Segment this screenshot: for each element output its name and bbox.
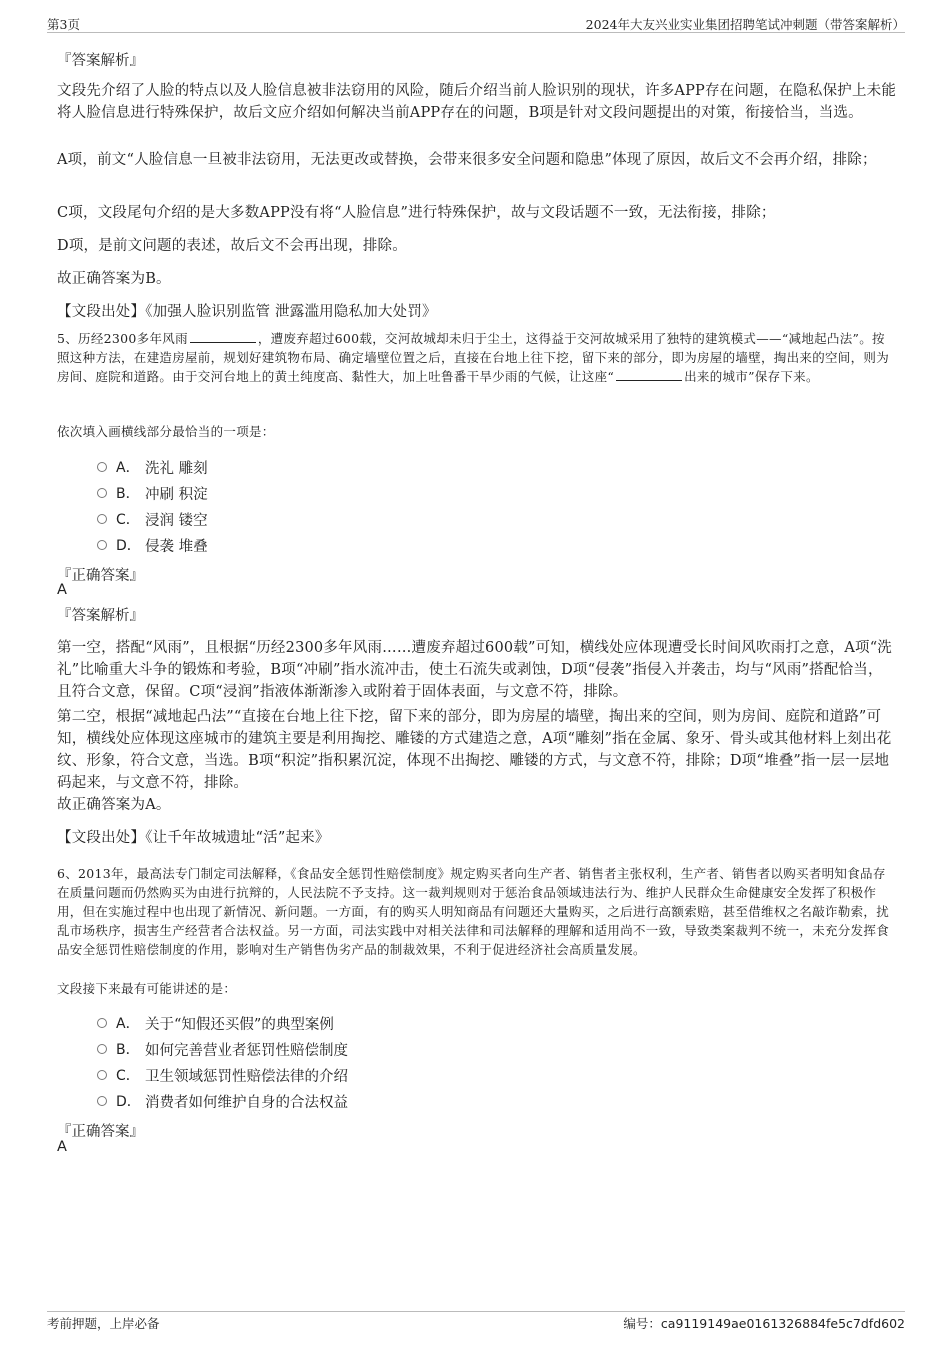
- q6-option-b[interactable]: [97, 1038, 348, 1060]
- option-text: 侵袭 堆叠: [145, 538, 208, 555]
- q6-option-a[interactable]: [97, 1012, 334, 1034]
- q5-stem-part-c: 出来的城市”保存下来。: [684, 369, 819, 384]
- document-title: 2024年大友兴业实业集团招聘笔试冲刺题（带答案解析）: [585, 17, 905, 32]
- radio-icon[interactable]: [97, 1096, 107, 1106]
- radio-icon[interactable]: [97, 540, 107, 550]
- page-footer: [47, 1311, 905, 1332]
- document-code-label: 编号：: [623, 1316, 661, 1331]
- radio-icon[interactable]: [97, 1018, 107, 1028]
- q5-option-a[interactable]: [97, 456, 208, 478]
- fill-blank-2: [616, 367, 682, 381]
- option-letter: B．: [116, 486, 140, 502]
- q5-analysis-label: 『答案解析』: [57, 608, 144, 624]
- radio-icon[interactable]: [97, 514, 107, 524]
- q6-option-d[interactable]: [97, 1090, 348, 1112]
- footer-slogan: 考前押题，上岸必备: [47, 1316, 160, 1331]
- q5-option-b[interactable]: [97, 482, 208, 504]
- q6-answer-label: 『正确答案』: [57, 1124, 144, 1140]
- q5-analysis-p2: 第二空，根据“减地起凸法”“直接在台地上往下挖，留下来的部分，即为房屋的墙壁，掏出来的空间，则为房间、庭院和道路”可知，横线处应体现这座城市的建筑主要是利用掏挖、雕镂的方式建造之意，A项“雕刻”指在金属、象牙、骨头或其他材料上刻出花纹、形象，符合文意，当选。B项“积淀”指积累沉淀，体现不出掏挖、雕镂的方式，与文意不符，排除；D项“堆叠”指一层一层地码起来，与文意不符，排除。: [57, 709, 892, 791]
- q4-analysis-p3: C项，文段尾句介绍的是大多数APP没有将“人脸信息”进行特殊保护，故与文段话题不一致，无法衔接，排除；: [57, 205, 776, 221]
- radio-icon[interactable]: [97, 462, 107, 472]
- option-letter: D．: [116, 1094, 141, 1110]
- option-text: 洗礼 雕刻: [145, 460, 208, 477]
- page-header: [47, 14, 905, 33]
- option-text: 关于“知假还买假”的典型案例: [145, 1016, 334, 1033]
- q4-analysis-p5: 故正确答案为B。: [57, 271, 171, 287]
- q5-stem-part-a: 5、历经2300多年风雨: [57, 331, 188, 346]
- q5-stem-part-b: ，遭废弃超过600载，交河故城却未归于尘土，这得益于交河故城采用了独特的建筑模式——“减地起凸法”。按照这种方法，在建造房屋前，规划好建筑物布局、确定墙壁位置之后，直接在台地上往下挖，留下来的部分，即为房屋的墙壁，掏出来的空间，则为房间、庭院和道路。由于交河台地上的黄土纯度高、黏性大，加上吐鲁番干旱少雨的气候，让这座“: [57, 331, 890, 384]
- q5-stem: [57, 329, 897, 386]
- q5-answer: A: [57, 582, 67, 598]
- radio-icon[interactable]: [97, 488, 107, 498]
- option-letter: A．: [116, 460, 140, 476]
- q6-option-c[interactable]: [97, 1064, 348, 1086]
- fill-blank-1: [190, 329, 256, 343]
- q5-option-c[interactable]: [97, 508, 208, 530]
- page-number: 第3页: [47, 17, 80, 32]
- document-code-value: ca9119149ae0161326884fe5c7dfd602: [660, 1316, 905, 1331]
- document-code: [623, 1314, 905, 1332]
- q5-source: 【文段出处】《让千年故城遗址“活”起来》: [57, 830, 330, 846]
- q5-answer-label: 『正确答案』: [57, 568, 144, 584]
- option-letter: B．: [116, 1042, 140, 1058]
- q4-analysis-p1: 文段先介绍了人脸的特点以及人脸信息被非法窃用的风险，随后介绍当前人脸识别的现状，许多APP存在问题，在隐私保护上未能将人脸信息进行特殊保护，故后文应介绍如何解决当前APP存在的问题，B项是针对文段问题提出的对策，衔接恰当，当选。: [57, 83, 897, 121]
- q6-prompt: 文段接下来最有可能讲述的是：: [57, 981, 237, 996]
- option-letter: C．: [116, 1068, 140, 1084]
- q5-prompt: 依次填入画横线部分最恰当的一项是：: [57, 424, 275, 439]
- option-text: 消费者如何维护自身的合法权益: [145, 1094, 348, 1111]
- q6-stem: 6、2013年，最高法专门制定司法解释，《食品安全惩罚性赔偿制度》规定购买者向生产者、销售者主张权利，生产者、销售者以购买者明知食品存在质量问题而仍然购买为由进行抗辩的，人民法院不予支持。这一裁判规则对于惩治食品领域违法行为、维护人民群众生命健康安全发挥了积极作用，但在实施过程中也出现了新情况、新问题。一方面，有的购买人明知商品有问题还大量购买，之后进行高额索赔，甚至借维权之名敲诈勒索，扰乱市场秩序，损害生产经营者合法权益。另一方面，司法实践中对相关法律和司法解释的理解和适用尚不一致，导致类案裁判不统一，未充分发挥食品安全惩罚性赔偿制度的作用，影响对生产销售伪劣产品的制裁效果，不利于促进经济社会高质量发展。: [57, 866, 890, 957]
- option-text: 冲刷 积淀: [145, 486, 208, 503]
- option-text: 浸润 镂空: [145, 512, 208, 529]
- option-letter: D．: [116, 538, 141, 554]
- option-text: 如何完善营业者惩罚性赔偿制度: [145, 1042, 348, 1059]
- option-letter: C．: [116, 512, 140, 528]
- q6-answer: A: [57, 1139, 67, 1155]
- q5-analysis-p3: 故正确答案为A。: [57, 797, 171, 813]
- option-letter: A．: [116, 1016, 140, 1032]
- option-text: 卫生领域惩罚性赔偿法律的介绍: [145, 1068, 348, 1085]
- q5-option-d[interactable]: [97, 534, 208, 556]
- q4-source: 【文段出处】《加强人脸识别监管 泄露滥用隐私加大处罚》: [57, 304, 437, 320]
- q5-analysis-p1: 第一空，搭配“风雨”，且根据“历经2300多年风雨……遭废弃超过600载”可知，横线处应体现遭受长时间风吹雨打之意，A项“洗礼”比喻重大斗争的锻炼和考验，B项“冲刷”指水流冲击，使土石流失或剥蚀，D项“侵袭”指侵入并袭击，均与“风雨”搭配恰当，且符合文意，保留。C项“浸润”指液体渐渐渗入或附着于固体表面，与文意不符，排除。: [57, 640, 893, 700]
- q4-analysis-p2: A项，前文“人脸信息一旦被非法窃用，无法更改或替换，会带来很多安全问题和隐患”体现了原因，故后文不会再介绍，排除；: [57, 152, 877, 168]
- q4-analysis-label: 『答案解析』: [57, 53, 144, 69]
- q4-analysis-p4: D项，是前文问题的表述，故后文不会再出现，排除。: [57, 238, 407, 254]
- radio-icon[interactable]: [97, 1044, 107, 1054]
- radio-icon[interactable]: [97, 1070, 107, 1080]
